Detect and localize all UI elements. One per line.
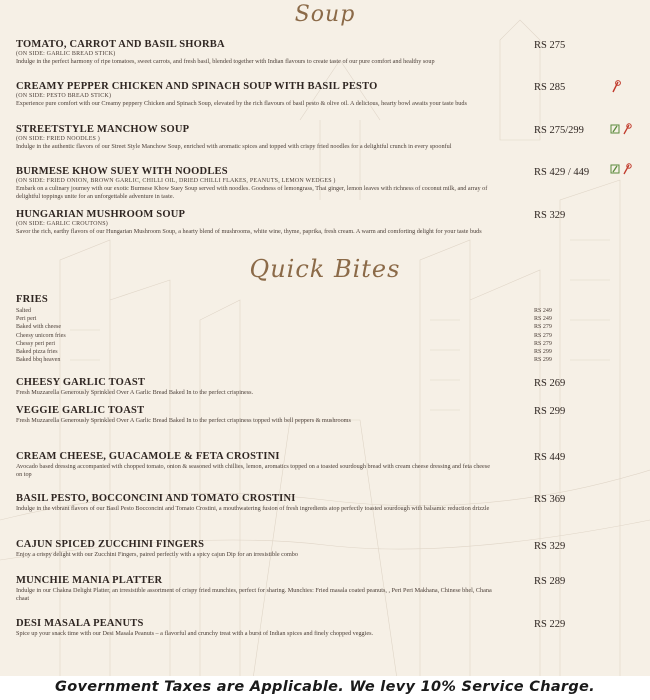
nonveg-icon	[610, 80, 622, 94]
item-price: RS 429 / 449	[534, 167, 590, 178]
item-name: DESI MASALA PEANUTS	[16, 618, 144, 629]
fries-variant: Cheesy unicorn fries	[16, 332, 66, 339]
item-price: RS 285	[534, 82, 566, 93]
menu-item-fries	[16, 294, 626, 305]
item-description: Embark on a culinary journey with our exotic Burmese Khow Suey Soup served with noodles. Goodness of lemongrass, Thai ginger, lemon leaves with richness of coconut milk, and array of delightful toppings unite for an unforgettable adventure in taste.	[16, 185, 488, 201]
item-name: STREETSTYLE MANCHOW SOUP	[16, 124, 190, 135]
fries-price-list	[534, 307, 552, 364]
fries-variant-price: RS 249	[534, 316, 552, 323]
fries-variant-list	[16, 307, 66, 364]
item-name: BURMESE KHOW SUEY WITH NOODLES	[16, 166, 228, 177]
item-description: Fresh Muzzarella Generously Sprinkled Over A Garlic Bread Baked In to the perfect crispiness.	[16, 389, 254, 396]
item-price: RS 275/299	[534, 125, 584, 136]
item-name: CAJUN SPICED ZUCCHINI FINGERS	[16, 539, 205, 550]
item-name: FRIES	[16, 294, 48, 305]
item-price: RS 299	[534, 406, 566, 417]
soup-heading-text: Soup	[294, 2, 356, 27]
fries-variant: Baked bbq heaven	[16, 357, 61, 364]
item-price: RS 269	[534, 378, 566, 389]
fries-variant-price: RS 249	[534, 308, 552, 314]
item-price: RS 275	[534, 40, 566, 51]
item-side: (ON SIDE: PESTO BREAD STICK)	[16, 93, 112, 99]
item-side: (ON SIDE: FRIED NOODLES )	[16, 136, 100, 142]
item-description: Indulge in the vibrant flavors of our Basil Pesto Bocconcini and Tomato Crostini, a mouthwatering fusion of fresh ingredients atop perfectly toasted sourdough with balsamic reduction drizzle	[16, 505, 490, 512]
item-name: HUNGARIAN MUSHROOM SOUP	[16, 209, 186, 220]
fries-variant-price: RS 279	[534, 324, 552, 331]
item-price: RS 289	[534, 576, 566, 587]
section-title-soup	[0, 2, 650, 27]
fries-variant-price: RS 299	[534, 357, 552, 364]
fries-variant: Chessy peri peri	[16, 340, 55, 347]
tax-notice-footer	[0, 676, 650, 700]
nonveg-icon	[622, 123, 632, 135]
fries-variant-price: RS 299	[534, 348, 552, 355]
item-name: VEGGIE GARLIC TOAST	[16, 405, 145, 416]
fries-variant: Baked with cheese	[16, 324, 61, 331]
item-description: Avocado based dressing accompanied with chopped tomato, onion & seasoned with chillies, lemon, aromatics topped on a toasted sourdough bread with cream cheese dressing and feta cheese on top	[16, 463, 490, 479]
section-title-quick-bites	[0, 255, 650, 283]
item-side: (ON SIDE: GARLIC BREAD STICK)	[16, 51, 116, 57]
item-side: (ON SIDE: GARLIC CROUTONS)	[16, 221, 108, 227]
item-name: CHEESY GARLIC TOAST	[16, 377, 146, 388]
item-price: RS 329	[534, 210, 566, 221]
veg-nonveg-tag	[610, 162, 632, 176]
nonveg-icon	[622, 163, 632, 175]
item-side: (ON SIDE: FRIED ONION, BROWN GARLIC, CHILLI OIL, DRIED CHILLI FLAKES, PEANUTS, LEMON WEDGES )	[16, 178, 336, 184]
veg-icon	[610, 163, 620, 175]
item-name: TOMATO, CARROT AND BASIL SHORBA	[16, 39, 225, 50]
item-price: RS 229	[534, 619, 566, 630]
nonveg-tag	[610, 80, 622, 94]
fries-variant-price: RS 279	[534, 340, 552, 347]
item-description: Indulge in the authentic flavors of our Street Style Manchow Soup, enriched with aromatic spices and topped with crispy fried noodles for a delightful crunch in every spoonful	[16, 143, 452, 150]
quick-bites-heading-text: Quick Bites	[249, 255, 401, 283]
fries-variant: Baked pizza fries	[16, 348, 58, 355]
item-description: Savor the rich, earthy flavors of our Hungarian Mushroom Soup, a hearty blend of mushrooms, white wine, thyme, paprika, fresh cream. A warm and comforting delight for your taste buds	[16, 228, 482, 235]
item-price: RS 329	[534, 541, 566, 552]
item-description: Indulge in our Chakna Delight Platter, an irresistible assortment of crispy fried munchies, perfect for sharing. Munchies: Fried masala coated peanuts, , Peri Peri Makhana, Chinese bhel, Chana chaat	[16, 587, 492, 603]
fries-variant: Peri peri	[16, 316, 37, 323]
item-name: BASIL PESTO, BOCCONCINI AND TOMATO CROSTINI	[16, 493, 296, 504]
item-name: CREAM CHEESE, GUACAMOLE & FETA CROSTINI	[16, 451, 280, 462]
item-price: RS 369	[534, 494, 566, 505]
veg-icon	[610, 123, 620, 135]
fries-variant: Salted	[16, 308, 31, 314]
veg-nonveg-tag	[610, 122, 632, 136]
tax-notice-text: Government Taxes are Applicable. We levy 10% Service Charge.	[55, 679, 595, 695]
item-description: Enjoy a crispy delight with our Zucchini Fingers, paired perfectly with a spicy cajun Dip for an irresistible combo	[16, 551, 298, 558]
item-description: Fresh Muzzarella Generously Sprinkled Over A Garlic Bread Baked In to the perfect crispiness topped with bell peppers & mushrooms	[16, 417, 351, 424]
item-description: Indulge in the perfect harmony of ripe tomatoes, sweet carrots, and fresh basil, blended together with Indian flavours to create taste of our pure comfort and healthy soup	[16, 58, 435, 65]
item-name: MUNCHIE MANIA PLATTER	[16, 575, 163, 586]
item-description: Spice up your snack time with our Desi Masala Peanuts – a flavorful and crunchy treat with a burst of Indian spices and finely chopped veggies.	[16, 630, 374, 637]
item-price: RS 449	[534, 452, 566, 463]
item-name: CREAMY PEPPER CHICKEN AND SPINACH SOUP WITH BASIL PESTO	[16, 81, 378, 92]
fries-variant-price: RS 279	[534, 332, 552, 339]
item-description: Experience pure comfort with our Creamy peppery Chicken and Spinach Soup, elevated by the rich flavours of basil pesto & olive oil. A delicious, hearty bowl awaits your taste buds	[16, 100, 467, 107]
